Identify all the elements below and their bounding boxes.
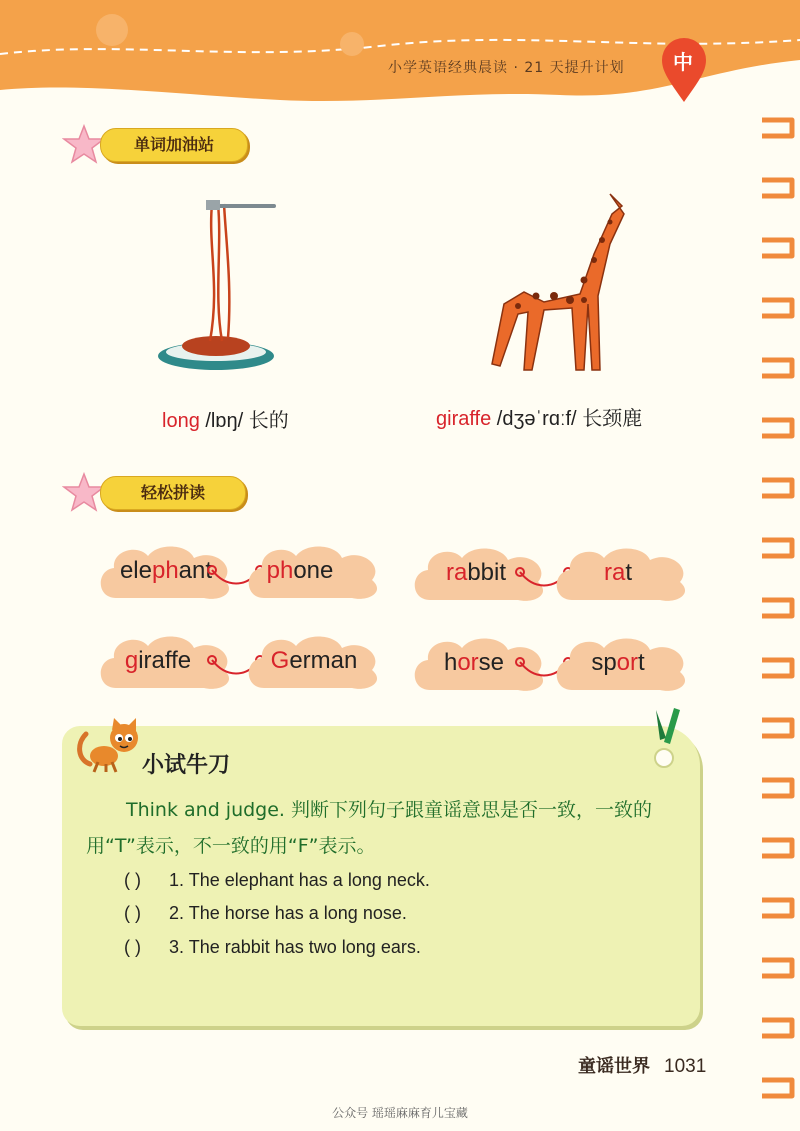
book-title: 小学英语经典晨读 · 21 天提升计划 xyxy=(388,60,625,76)
vocab-word: long xyxy=(162,410,200,432)
vocab-meaning: 长的 xyxy=(248,410,289,432)
question-text: 2. The horse has a long nose. xyxy=(169,903,407,923)
spaghetti-fork-icon xyxy=(152,186,280,382)
vocab-meaning: 长颈鹿 xyxy=(582,408,643,430)
phonics-word: German xyxy=(270,647,358,674)
binder-edge xyxy=(752,110,800,1110)
phonics-word: phone xyxy=(266,557,334,584)
giraffe-icon xyxy=(484,184,634,380)
phonics-word: elephant xyxy=(119,557,213,584)
vocab-phonetic: /dʒəˈrɑːf/ xyxy=(496,408,577,430)
cat-icon xyxy=(76,714,142,774)
section-name: 童谣世界 xyxy=(578,1056,650,1077)
page-number: 1031 xyxy=(664,1056,707,1077)
practice-instruction: Think and judge. 判断下列句子跟童谣意思是否一致，一致的用“T”表示，不一致的用“F”表示。 xyxy=(86,799,653,857)
question-text: 3. The rabbit has two long ears. xyxy=(169,937,421,957)
phonics-word: horse xyxy=(443,649,505,676)
question-text: 1. The elephant has a long neck. xyxy=(169,870,430,890)
level-badge: 中 xyxy=(673,50,693,74)
phonics-word: giraffe xyxy=(124,647,192,674)
phonics-word: rabbit xyxy=(445,559,507,586)
vocab-long xyxy=(162,404,289,433)
vocab-word: giraffe xyxy=(436,408,492,430)
phonics-word: sport xyxy=(591,649,645,676)
vocab-phonetic: /lɒŋ/ xyxy=(205,410,244,432)
answer-blank[interactable]: ( ) xyxy=(124,870,141,890)
vocab-giraffe xyxy=(436,402,642,431)
section-label-phonics: 轻松拼读 xyxy=(100,476,246,510)
answer-blank[interactable]: ( ) xyxy=(124,937,141,957)
section-label-vocab: 单词加油站 xyxy=(100,128,248,162)
watermark: 公众号 瑶瑶麻麻育儿宝藏 xyxy=(332,1106,468,1120)
answer-blank[interactable]: ( ) xyxy=(124,903,141,923)
question-2 xyxy=(124,903,407,924)
practice-title: 小试牛刀 xyxy=(142,753,231,778)
question-1 xyxy=(124,870,430,891)
question-3 xyxy=(124,937,421,958)
ribbon-icon xyxy=(650,708,690,772)
page-footer xyxy=(578,1052,706,1078)
phonics-word: rat xyxy=(603,559,632,586)
